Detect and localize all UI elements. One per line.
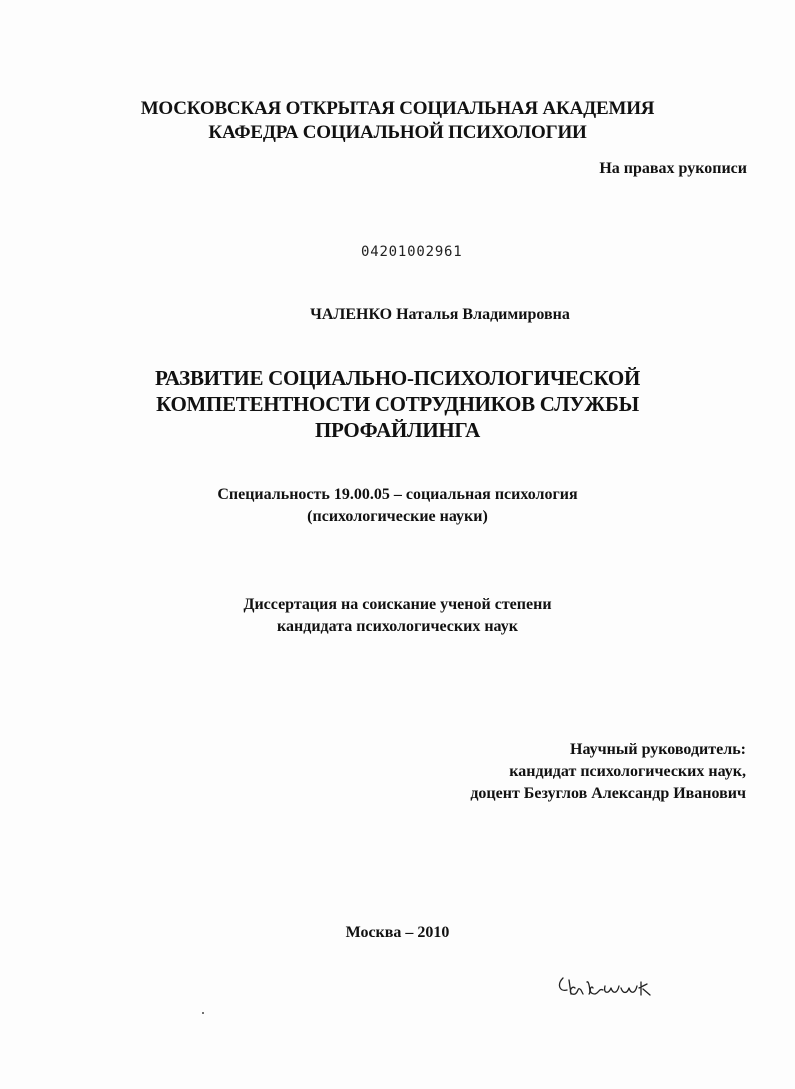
specialty-line: Специальность 19.00.05 – социальная психология xyxy=(217,486,578,503)
degree-line: Диссертация на соискание ученой степени xyxy=(243,596,552,613)
institution-header xyxy=(0,97,795,145)
title-line: КОМПЕТЕНТНОСТИ СОТРУДНИКОВ СЛУЖБЫ xyxy=(156,392,639,416)
degree-name: кандидата психологических наук xyxy=(277,618,518,635)
specialty-block xyxy=(0,484,795,528)
title-line: ПРОФАЙЛИНГА xyxy=(314,418,481,442)
manuscript-note: На правах рукописи xyxy=(599,160,747,177)
title-line: РАЗВИТИЕ СОЦИАЛЬНО-ПСИХОЛОГИЧЕСКОЙ xyxy=(155,366,640,390)
city-year: Москва – 2010 xyxy=(345,924,450,941)
registration-code: 04201002961 xyxy=(361,244,463,260)
author-name: ЧАЛЕНКО Наталья Владимировна xyxy=(310,306,570,323)
advisor-name: доцент Безуглов Александр Иванович xyxy=(470,785,746,802)
advisor-block xyxy=(470,739,746,805)
institution-name: МОСКОВСКАЯ ОТКРЫТАЯ СОЦИАЛЬНАЯ АКАДЕМИЯ xyxy=(140,98,655,119)
advisor-degree: кандидат психологических наук, xyxy=(509,763,746,780)
advisor-label: Научный руководитель: xyxy=(570,741,746,758)
specialty-field: (психологические науки) xyxy=(307,508,488,525)
handwritten-signature xyxy=(553,968,663,1008)
degree-block xyxy=(0,594,795,638)
scan-speck xyxy=(202,1012,204,1014)
department-name: КАФЕДРА СОЦИАЛЬНОЙ ПСИХОЛОГИИ xyxy=(208,122,587,143)
dissertation-title xyxy=(0,365,795,443)
